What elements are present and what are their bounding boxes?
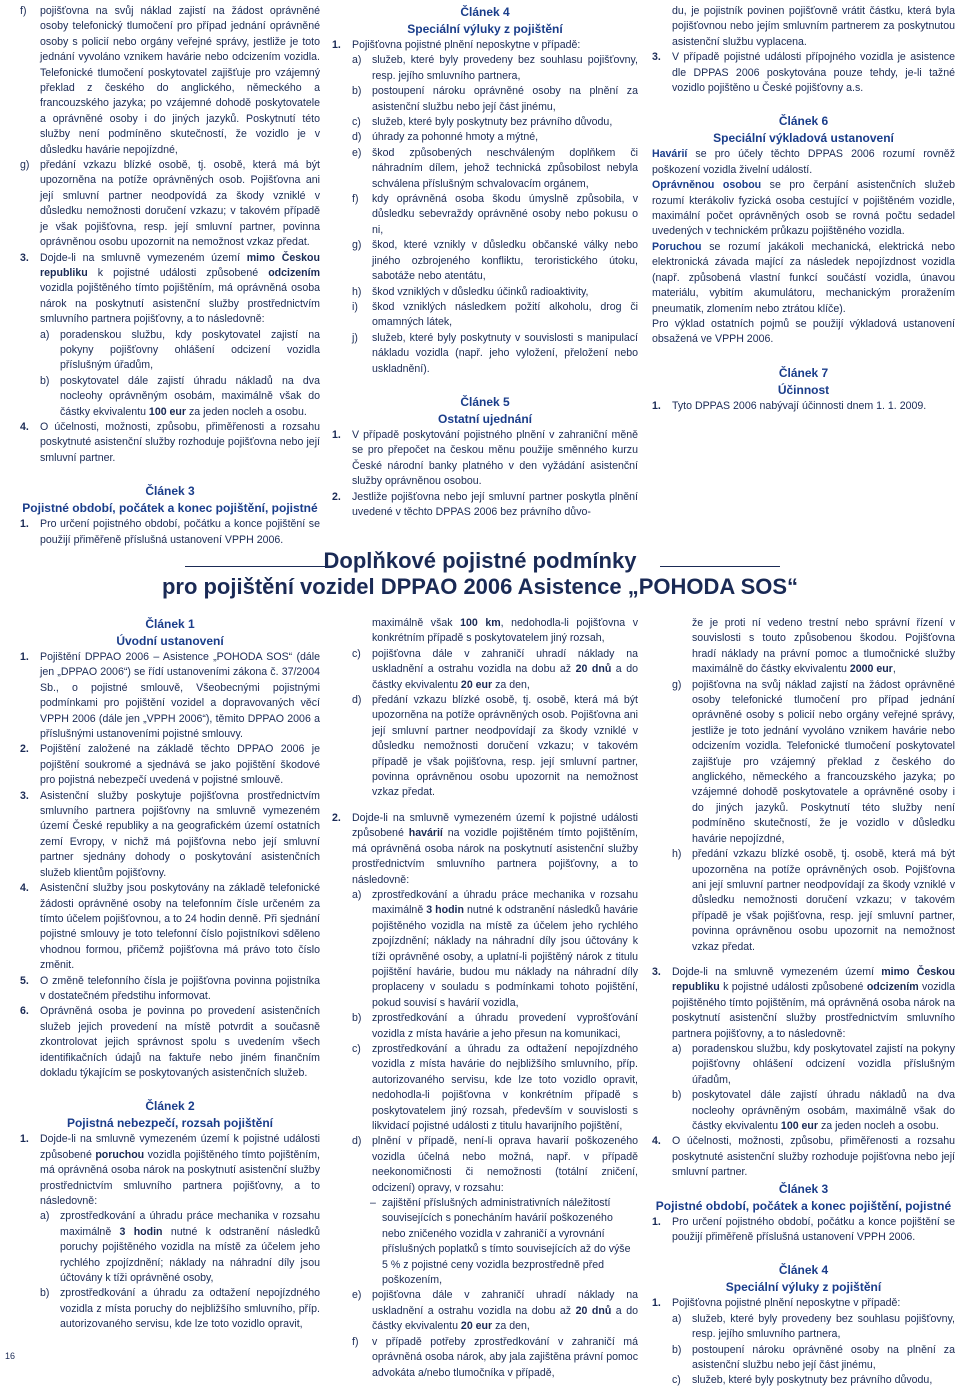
- article-heading: Článek 6: [778, 114, 829, 129]
- article-title: Pojistná nebezpečí, rozsah pojištění: [66, 1116, 274, 1131]
- list-item: b) poskytovatel dále zajistí úhradu nákladů na dva nocleohy oprávněným osobám, maximálně však do částky ekvivalentu 100 eur za jeden nocleh a osobu.: [672, 1089, 955, 1132]
- list-item-letter: f): [352, 193, 359, 206]
- list-item: [352, 53, 638, 84]
- list-item-text: škod způsobených neschváleným doplňkem či náhradním dílem, jehož technická způsobilost nebyla schválena příslušným schvalovacím orgánem,: [372, 146, 638, 190]
- list-item: [352, 130, 638, 145]
- list-item-text: kdy oprávněná osoba škodu úmyslně způsobila, v důsledku sebevraždy oprávněné osoby nebo pokusu o ni,: [372, 193, 638, 236]
- list-item: c) služeb, které byly poskytnuty bez právního důvodu,: [672, 1374, 933, 1387]
- top-column-2: [332, 4, 638, 520]
- list-item: [352, 331, 638, 377]
- list-item: 1. Pojišťovna pojistné plnění neposkytne v případě:: [332, 39, 581, 51]
- article-heading: Článek 1: [145, 617, 195, 631]
- definition: Oprávněnou osobou se pro čerpání asistenčních služeb rozumí kterákoliv fyzická osoba cestující v pojištěném vozidle, maximální počet oprávněných osob se rovná počtu sedadel uvedených v technickém průkazu pojištěného vozidla.: [652, 179, 956, 238]
- list-item: [352, 84, 638, 115]
- list-item: 6. Oprávněná osoba je povinna po provedení asistenčních služeb jejich provedení na místě potvrdit a současně zkontrolovat jejich správnost spolu s uvedením všech identifikačních údajů na faktuře nebo jiném finančním dokladu týkajícím se poskytovaných asistenčních služeb.: [20, 1005, 320, 1079]
- list-item-text: úhrady za pohonné hmoty a mýtné,: [372, 131, 539, 144]
- list-item: 3. Dojde-li na smluvně vymezeném území mimo Českou republiku k pojistné události způsobené odcizením vozidla pojištěného tímto pojištěním, má oprávněná osoba nárok na poskytnutí asistenční služby prostřednictvím smluvního partnera pojišťovny, a to následovně:: [20, 251, 320, 326]
- list-item-letter: e): [352, 146, 362, 159]
- page-number: 16: [5, 1351, 16, 1361]
- list-item: f) pojišťovna na svůj náklad zajistí na žádost oprávněné osoby telefonický tlumočení pro případ jednání oprávněné osoby s policií nebo orgány veřejné správy, jestliže je toto jednání vyvoláno vznikem havárie nebo odcizením vozidla. Telefonické tlumočení poskytovatel zajišťuje pro vzájemný překlad z českého do anglického, německého a francouzského jazyka; po vzájemné dohodě poskytovatele a oprávněné osoby i do jiných jazyků. Poskytnutí této služby není podmíněno skutečností, že vozidlo je v důsledku havárie nepojízdné,: [20, 5, 320, 156]
- list-item: – zajištění příslušných administrativních náležitostí souvisejících s ponecháním havárií poškozeného nebo zničeného vozidla v zahraničí a vyrovnání příslušných poplatků s tímto souvisejících až do výše 5 % z pojistné ceny vozidla bezprostředně před poškozením,: [370, 1197, 631, 1287]
- list-item: [352, 238, 638, 284]
- list-item-letter: a): [352, 54, 362, 67]
- list-item: 4. Asistenční služby jsou poskytovány na základě telefonické žádosti oprávněné osoby na telefonním čísle určeném za tímto účelem pojišťovnou, a to 24 hodin denně. Při sjednání pojistné smlouvy je toto telefonní číslo pojistníkovi sděleno vhodnou formou, přičemž pojišťovna má právo toto číslo změnit.: [20, 882, 320, 972]
- list-item: 3. V případě pojistné události přípojného vozidla je asistence dle DPPAS 2006 poskytována pouze tehdy, je-li tažné vozidlo pojištěno u České pojišťovny a.s.: [652, 51, 955, 95]
- list-item-text: škod, které vznikly v důsledku občanské války nebo jiného ozbrojeného konfliktu, teroristického útoku, sabotáže nebo atentátu,: [372, 239, 638, 283]
- list-item: e) pojišťovna dále v zahraničí uhradí náklady na uskladnění a ostrahu vozidla na dobu až 20 dnů a do částky ekvivalentu 20 eur za den,: [352, 1289, 638, 1333]
- list-item-letter: j): [352, 331, 358, 344]
- definition: Poruchou se rozumí jakákoli mechanická, elektrická nebo elektronická závada mající za následek nepojízdnost vozidla (např. způsobená vlastní funkcí součástí vozidla, únavou materiálu, vybitím akumulátoru, mechanickým proražením pneumatik, zlomením nebo ztrátou klíče).: [652, 240, 955, 315]
- list-item: d) plnění v případě, není-li oprava havarií poškozeného vozidla účelná nebo možná, např. v případě neekonomičnosti či nemožnosti (totální zničení, odcizení) opravy, v rozsahu:: [352, 1135, 638, 1194]
- list-item-text: služeb, které byly provedeny bez souhlasu pojišťovny, resp. jejího smluvního partnera,: [372, 54, 638, 82]
- article-title: Pojistné období, počátek a konec pojištění, pojistné: [655, 1198, 952, 1213]
- bottom-column-2: [332, 616, 638, 1381]
- list-item-letter: b): [352, 85, 362, 98]
- list-item: 4. O účelnosti, možnosti, způsobu, přiměřenosti a rozsahu poskytnuté asistenční služby rozhoduje pojišťovna nebo její smluvní partner.: [20, 420, 320, 464]
- list-item: 2. Dojde-li na smluvně vymezeném území k pojistné události způsobené havárií na vozidle pojištěném tímto pojištěním, má oprávněná osoba nárok na poskytnutí asistenční služby prostřednictvím smluvního partnera pojišťovny, a to následovně:: [332, 811, 639, 886]
- list-item: 2. Jestliže pojišťovna nebo její smluvní partner poskytla plnění uvedené v těchto DPPAS 2006 bez právního důvo-: [332, 490, 638, 518]
- list-item-text: služeb, které byly poskytnuty v souvislosti s manipulací nákladu vozidla (např. jeho vyložení, přeložení nebo uskladnění).: [372, 331, 638, 375]
- list-item: 1. Pojištění DPPAO 2006 – Asistence „POHODA SOS“ (dále jen „DPPAO 2006“) se řídí ustanoveními zákona č. 37/2004 Sb., o pojistné smlouvě, Všeobecnými pojistnými podmínkami pro pojištění vozidel a dopravovaných věcí VPPH 2006 (dále jen „VPPH 2006“), těmito DPPAO 2006 a příslušnými ustanoveními pojistné smlouvy.: [20, 651, 320, 741]
- article-heading: Článek 3: [145, 484, 195, 499]
- top-column-3: [652, 4, 955, 414]
- list-item: 4. O účelnosti, možnosti, způsobu, přiměřenosti a rozsahu poskytnuté asistenční služby rozhoduje pojišťovna nebo její smluvní partner.: [652, 1135, 955, 1179]
- list-item: [352, 115, 638, 130]
- list-item-letter: i): [352, 300, 358, 313]
- list-item: a) poradenskou službu, kdy poskytovatel zajistí na pokyny pojišťovny ohlášení odcizení vozidla příslušným úřadům,: [672, 1042, 955, 1086]
- article-title: Speciální výluky z pojištění: [407, 22, 563, 36]
- list-item-text: postoupení nároku oprávněné osoby na plnění za asistenční službu nebo její část jinému,: [372, 85, 638, 113]
- list-item: [352, 285, 638, 300]
- list-item: c) pojišťovna dále v zahraničí uhradí náklady na uskladnění a ostrahu vozidla na dobu až 20 dnů a do částky ekvivalentu 20 eur za den,: [352, 647, 638, 691]
- article-heading: Článek 3: [778, 1181, 829, 1196]
- article-title: Speciální výluky z pojištění: [725, 1280, 882, 1295]
- article-title: Pojistné období, počátek a konec pojištění, pojistné: [22, 501, 318, 516]
- list-item: g) předání vzkazu blízké osobě, tj. osobě, která má být upozorněna na potíže oprávněných osob. Pojišťovna ani její smluvní partner neodpovídá za škody vzniklé v důsledku nemožnosti doručení vzkazu; v takovém případě je však pojišťovna, resp. její smluvní partner, povinna oprávněnou osobu upozornit na nemožnost vzkaz předat.: [20, 159, 320, 249]
- list-item: a) zprostředkování a úhradu práce mechanika v rozsahu maximálně 3 hodin nutné k odstranění následků havárie pojištěného vozidla na místě za účelem jeho rychlého zpojízdnění; náklady na náhradní díly jsou účtovány k tíži oprávněné osoby, a uplatní-li pojištěný nárok z titulu pojištění havárie, budou mu náklady na náhradní díly proplaceny v souladu s podmínkami tohoto pojištění, pokud souvisí s havárií vozidla,: [352, 888, 638, 1009]
- list-item: [352, 192, 638, 238]
- article-title: Účinnost: [777, 382, 830, 397]
- article-title: Úvodní ustanovení: [116, 634, 224, 648]
- list-item-letter: h): [352, 285, 362, 298]
- list-item: b) poskytovatel dále zajistí úhradu nákladů na dva nocleohy oprávněným osobám, maximálně však do částky ekvivalentu 100 eur za jeden nocleh a osobu.: [40, 374, 320, 418]
- document-title-line-2: pro pojištění vozidel DPPAO 2006 Asistence „POHODA SOS“: [161, 574, 799, 599]
- article-heading: Článek 4: [460, 5, 510, 19]
- list-item: 1. Pojišťovna pojistné plnění neposkytne v případě:: [652, 1297, 901, 1310]
- exclusions-list: [332, 53, 638, 377]
- article-title: Speciální výkladová ustanovení: [713, 131, 894, 146]
- list-item-letter: d): [352, 131, 362, 144]
- list-item: 2. Pojištění založené na základě těchto DPPAO 2006 je pojištění soukromé a sjednává se jako pojištění škodové pro pojistná nebezpečí uvedená v pojistné smlouvě.: [20, 743, 320, 787]
- list-item: b) zprostředkování a úhradu provedení vyprošťování vozidla z místa havárie a jeho přesun na komunikaci,: [352, 1012, 638, 1040]
- list-item: a) služeb, které byly provedeny bez souhlasu pojišťovny, resp. jejího smluvního partnera,: [672, 1312, 955, 1341]
- list-item: 1. Tyto DPPAS 2006 nabývají účinnosti dnem 1. 1. 2009.: [652, 399, 927, 412]
- list-item: a) poradenskou službu, kdy poskytovatel zajistí na pokyny pojišťovny ohlášení odcizení vozidla příslušným úřadům,: [40, 328, 320, 372]
- list-item-text: škod vzniklých v důsledku účinků radioaktivity,: [372, 285, 589, 298]
- list-item: f) v případě potřeby zprostředkování v zahraničí má oprávněná osoba nárok, aby jala zajištěna právní pomoc advokáta a/nebo tlumočníka v případě,: [352, 1335, 638, 1379]
- paragraph: Pro výklad ostatních pojmů se použijí výkladová ustanovení obsažená ve VPPH 2006.: [652, 317, 955, 346]
- bottom-column-1: [20, 616, 320, 1333]
- list-item: c) zprostředkování a úhradu za odtažení nepojízdného vozidla z místa havárie do nejbližšího smluvního, příp. autorizovaného servisu, kde lze toto vozidlo opravit, nedohodla-li pojišťovna v konkrétním případě s poskytovatelem jiný rozsah, především v souvislosti s likvidací pojistné události z titulu havarijního pojištění,: [352, 1042, 638, 1132]
- list-item: 5. O změně telefonního čísla je pojišťovna povinna pojistníka v dostatečném předstihu informovat.: [20, 974, 320, 1002]
- list-item: [352, 146, 638, 192]
- paragraph: du, je pojistník povinen pojišťovně vrátit částku, která byla pojišťovnou nebo jejím smluvním partnerem za poskytnutou asistenční službu vyplacena.: [672, 5, 955, 48]
- paragraph: že je proti ní vedeno trestní nebo správní řízení v souvislosti s touto způsobenou škodou. Pojišťovna hradí náklady na právní pomoc a tlumočnické služby maximálně do částky ekvivalentu 2000 eur,: [692, 617, 955, 676]
- list-item: g) pojišťovna na svůj náklad zajistí na žádost oprávněné osoby telefonické tlumočení pro případ jednání oprávněné osoby s policií nebo orgány veřejné správy, jestliže je toto jednání vyvoláno vznikem havárie nebo odcizením vozidla. Telefonické tlumočení poskytovatel zajišťuje pro vzájemný překlad z českého do anglického, německého a francouzského jazyka; po vzájemné dohodě poskytovatele a oprávněné osoby i do jiných jazyků. Poskytnutí této služby není podmíněno skutečností, že je vozidlo v důsledku havárie nepojízdné,: [672, 678, 955, 845]
- list-item: 3. Asistenční služby poskytuje pojišťovna prostřednictvím smluvního partnera pojišťovny na smluvně vymezeném území České republiky a na geografickém území ostatních zemí Evropy, v nichž má pojišťovna nebo její smluvní partner sjednány dohody o poskytování asistenčních služeb klientům pojišťovny.: [20, 789, 320, 879]
- list-item-text: služeb, které byly poskytnuty bez právního důvodu,: [372, 116, 613, 129]
- list-item-letter: g): [352, 239, 362, 252]
- list-item: 1. Dojde-li na smluvně vymezeném území k pojistné události způsobené poruchou vozidla pojištěného tímto pojištěním, má oprávněná osoba nárok na poskytnutí asistenční služby prostřednictvím smluvního partnera pojišťovny, a to následovně:: [20, 1133, 320, 1207]
- article-heading: Článek 4: [778, 1263, 829, 1278]
- list-item-letter: c): [352, 116, 361, 129]
- bottom-column-3: [652, 616, 955, 1389]
- document-title-line-1: Doplňkové pojistné podmínky: [323, 548, 637, 573]
- list-item: [352, 300, 638, 331]
- list-item: 1. Pro určení pojistného období, počátku a konce pojištění se použijí přiměřeně příslušná ustanovení VPPH 2006.: [20, 518, 320, 546]
- list-item: b) postoupení nároku oprávněné osoby na plnění za asistenční službu nebo její část jinému,: [672, 1343, 955, 1372]
- article-heading: Článek 7: [778, 365, 829, 380]
- list-item: 1. Pro určení pojistného období, počátku a konce pojištění se použijí přiměřeně příslušná ustanovení VPPH 2006.: [652, 1215, 955, 1244]
- list-item: 1. V případě poskytování pojistného plnění v zahraniční měně se pro přepočet na českou měnu použije směnného kurzu České národní banky platného v den vyžádání asistenční služby oprávněnou osobou.: [332, 428, 638, 488]
- list-item: b) zprostředkování a úhradu za odtažení nepojízdného vozidla z místa poruchy do nejbližšího smluvního, příp. autorizovaného servisu, kde lze toto vozidlo opravit,: [40, 1287, 320, 1331]
- article-heading: Článek 5: [460, 394, 510, 409]
- article-title: Ostatní ujednání: [437, 411, 532, 426]
- list-item: a) zprostředkování a úhradu práce mechanika v rozsahu maximálně 3 hodin nutné k odstranění následků poruchy pojištěného vozidla na místě za účelem jeho rychlého zpojízdnění; náklady na náhradní díly jsou účtovány k tíži oprávněné osoby,: [40, 1210, 320, 1285]
- definition: Havárií se pro účely těchto DPPAS 2006 rozumí rovněž poškození vozidla živelní událostí.: [652, 148, 955, 176]
- list-item: 3. Dojde-li na smluvně vymezeném území mimo Českou republiku k pojistné události způsobené odcizením vozidla pojištěného tímto pojištěním, má oprávněná osoba nárok na poskytnutí asistenční služby prostřednictvím smluvního partnera pojišťovny, a to následovně:: [652, 965, 955, 1040]
- article-heading: Článek 2: [145, 1099, 195, 1114]
- top-column-1: [20, 4, 320, 548]
- list-item: h) předání vzkazu blízké osobě, tj. osobě, která má být upozorněna na potíže oprávněných osob. Pojišťovna ani její smluvní partner neodpovídají za škody vzniklé v důsledku nemožnosti doručení vzkazu; v takovém případě je však pojišťovna, resp. její smluvní partner, povinna oprávněnou osobu upozornit na nemožnost vzkaz předat.: [672, 848, 955, 953]
- list-item: d) předání vzkazu blízké osobě, tj. osobě, která má být upozorněna na potíže oprávněných osob. Pojišťovna ani její smluvní partner neodpovídají za škody vzniklé v důsledku nemožnosti doručení vzkazu; v takovém případě je však pojišťovna, resp. její smluvní partner, povinna oprávněnou osobu upozornit na nemožnost vzkaz předat.: [352, 694, 638, 799]
- paragraph: maximálně však 100 km, nedohodla-li pojišťovna v konkrétním případě s poskytovatelem jiný rozsah,: [372, 617, 639, 645]
- list-item-text: škod vzniklých následkem požití alkoholu, drog či omamných látek,: [372, 300, 638, 329]
